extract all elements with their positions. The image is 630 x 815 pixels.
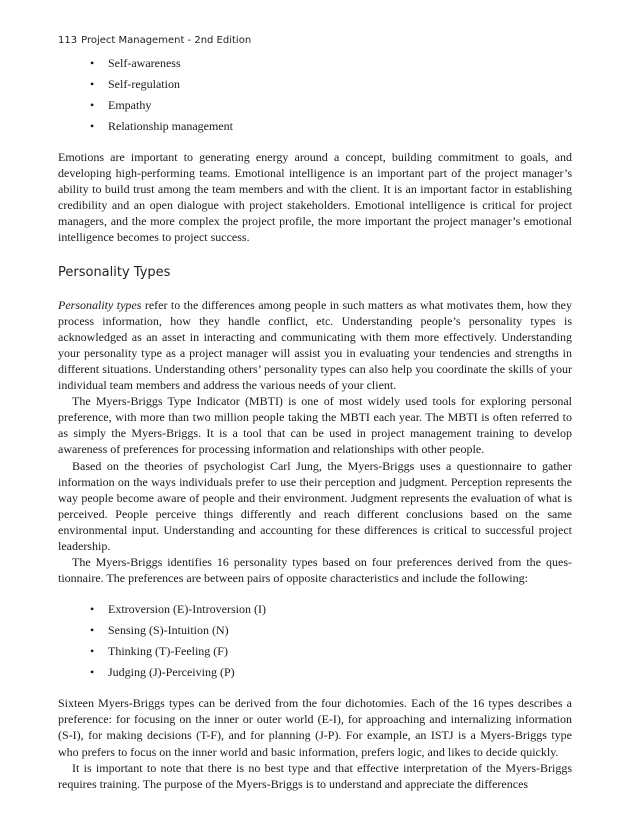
preferences-list (58, 599, 572, 683)
list-item: • Thinking (T)-Feeling (F) (90, 641, 572, 662)
list-item: • Sensing (S)-Intuition (N) (90, 620, 572, 641)
list-item: • Relationship management (90, 116, 572, 137)
page-number: 113 (58, 35, 78, 46)
list-item: • Self-awareness (90, 53, 572, 74)
running-header (58, 34, 572, 48)
list-item: • Self-regulation (90, 74, 572, 95)
paragraph-personality-types (58, 297, 572, 394)
paragraph-dichotomies: Sixteen Myers-Briggs types can be derived from the four dichotomies. Each of the 16 types describes a preference: for focusing on the inner or outer world (E-I), for approaching and internalizing information (S-I), for making decisions (T-F), and for planning (J-P). For example, an ISTJ is a Myers-Briggs type who prefers to focus on the inner world and basic information, prefers logic, and likes to decide quickly. (58, 696, 572, 759)
document-page (58, 34, 572, 792)
section-heading: Personality Types (58, 264, 171, 280)
list-item: • Judging (J)-Perceiving (P) (90, 662, 572, 683)
running-title: Project Management - 2nd Edition (81, 35, 252, 46)
paragraph-training: It is important to note that there is no best type and that effective interpretation of the Myers-Briggs requires training. The purpose of the Myers-Briggs is to understand and appreciate the differences (58, 760, 572, 791)
emotional-intelligence-list (58, 53, 572, 137)
list-item: • Extroversion (E)-Introversion (I) (90, 599, 572, 620)
paragraph-text: refer to the differences among people in such matters as what motivates them, how they process information, how they handle conflict, etc. Understanding people’s personality types is acknowledged as an asset in interacting and communicating with them more effectively. Understanding your personality type as a project manager will assist you in evaluating your tendencies and strengths in different situations. Understanding others’ personality types can also help you coordinate the skills of your individual team members and address the various needs of your client. (58, 297, 573, 393)
defined-term: Personality types (58, 297, 142, 312)
paragraph-mbti: The Myers-Briggs Type Indicator (MBTI) is one of most widely used tools for exploring personal preference, with more than two million people taking the MBTI each year. The MBTI is often referred to as simply the Myers-Briggs. It is a tool that can be used in project management training to develop awareness of preferences for processing information and relationships with other people. (58, 394, 572, 457)
paragraph-sixteen-types: The Myers-Briggs identifies 16 personality types based on four preferences derived from the questionnaire. The preferences are between pairs of opposite characteristics and include the following: (58, 555, 572, 586)
list-item: • Empathy (90, 95, 572, 116)
paragraph-emotions: Emotions are important to generating energy around a concept, building commitment to goals, and developing high-performing teams. Emotional intelligence is an important part of the project manager’s ability to build trust among the team members and with the client. It is an important factor in establishing credibility and an open dialogue with project stakeholders. Emotional intelligence is critical for project managers, and the more complex the project profile, the more important the project manager’s emotional intelligence becomes to project success. (58, 150, 572, 245)
paragraph-jung: Based on the theories of psychologist Carl Jung, the Myers-Briggs uses a questionnaire to gather information on the ways individuals prefer to use their perception and judgment. Perception represents the way people become aware of people and their environment. Judgment represents the evaluation of what is perceived. People perceive things differently and reach different conclusions based on the same environmental input. Understanding and accounting for these differences is critical to successful project leadership. (58, 458, 572, 553)
